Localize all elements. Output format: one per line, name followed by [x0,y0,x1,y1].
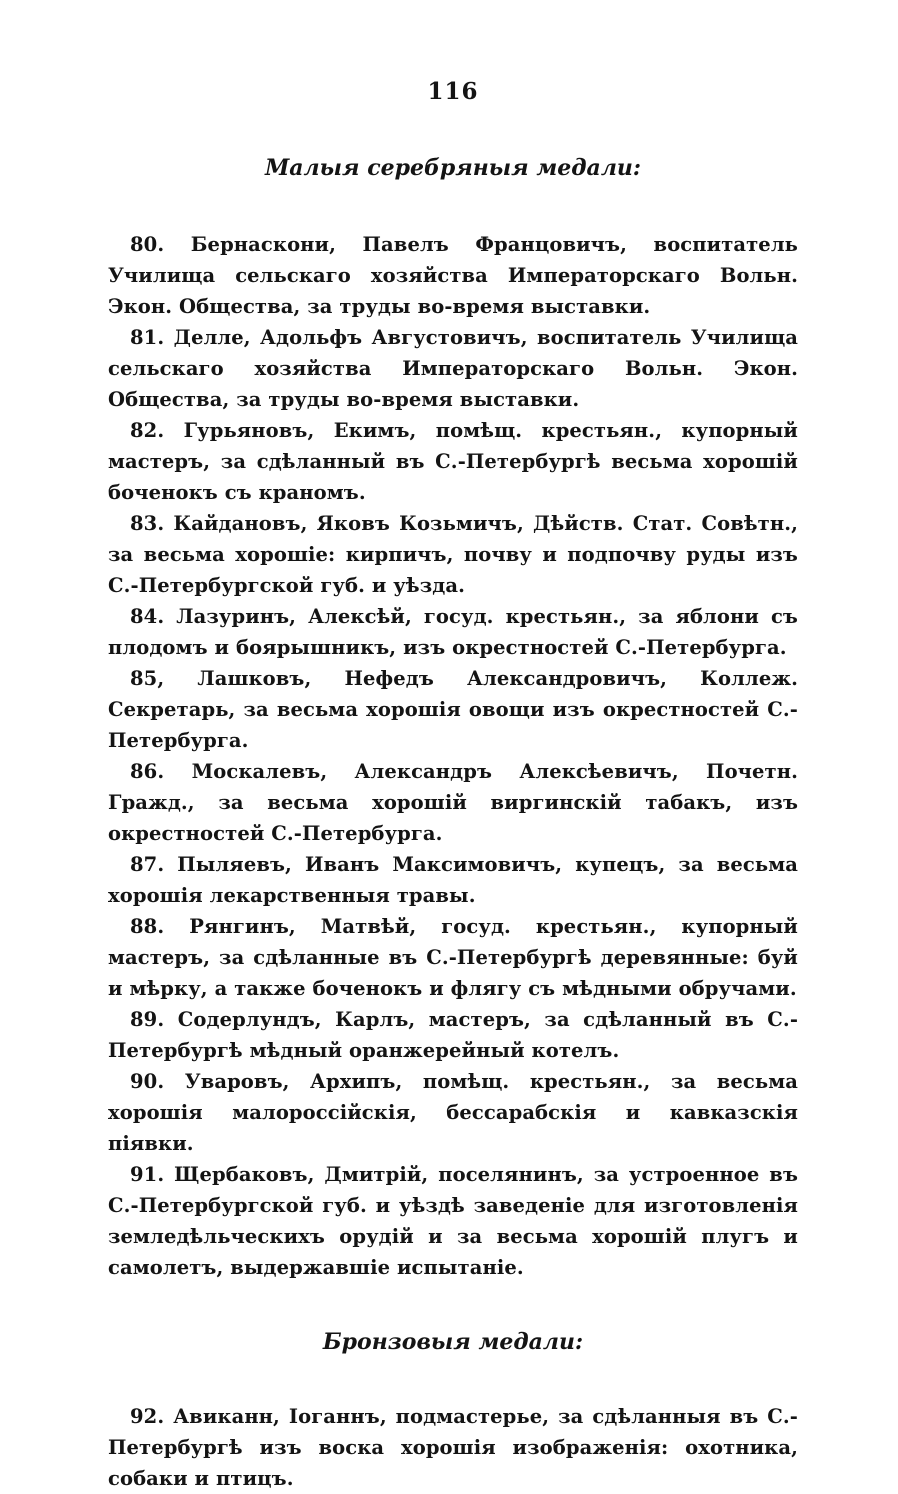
entry-text: Щербаковъ, Дмитрій, поселянинъ, за устроенное въ С.-Петербургской губ. и уѣздѣ заведеніе для изготовленія земледѣльческихъ орудій и за весьма хорошій плугъ и самолетъ, выдержавшіе испытаніе. [108,1163,798,1279]
entry-text: Авиканн, Іоганнъ, подмастерье, за сдѣланныя въ С.-Петербургѣ изъ воска хорошія изображенія: охотника, собаки и птицъ. [108,1405,799,1490]
award-entry-85 [108,663,798,756]
entry-text: Рянгинъ, Матвѣй, госуд. крестьян., купорный мастеръ, за сдѣланные въ С.-Петербургѣ деревянные: буй и мѣрку, а также боченокъ и флягу съ мѣдными обручами. [108,915,798,1000]
entry-number: 82. [130,419,165,442]
award-entry-86 [108,756,798,849]
award-entry-89 [108,1004,798,1066]
silver-medals-list [108,229,798,1283]
award-entry-83 [108,508,798,601]
entry-text: Делле, Адольфъ Августовичъ, воспитатель Училища сельскаго хозяйства Императорскаго Вольн. Экон. Общества, за труды во-время выставки. [108,326,799,411]
entry-number: 89. [130,1008,165,1031]
page-number: 116 [427,78,479,105]
entry-text: Пыляевъ, Иванъ Максимовичъ, купецъ, за весьма хорошія лекарственныя травы. [108,853,798,907]
entry-number: 84. [130,605,165,628]
award-entry-80 [108,229,798,322]
award-entry-81 [108,322,798,415]
bronze-medals-list [108,1401,798,1494]
section-heading-silver-medals: Малыя серебряныя медали: [264,155,642,181]
entry-number: 81. [130,326,165,349]
entry-text: Лашковъ, Нефедъ Александровичъ, Коллеж. Секретарь, за весьма хорошія овощи изъ окрестностей С.-Петербурга. [108,667,799,752]
entry-number: 92. [130,1405,165,1428]
entry-text: Бернаскони, Павелъ Францовичъ, воспитатель Училища сельскаго хозяйства Императорскаго Вольн. Экон. Общества, за труды во-время выставки. [108,233,798,318]
entry-number: 87. [130,853,165,876]
award-entry-84 [108,601,798,663]
award-entry-92 [108,1401,798,1494]
section-heading-bronze-medals: Бронзовыя медали: [322,1329,584,1355]
entry-text: Москалевъ, Александръ Алексѣевичъ, Почетн. Гражд., за весьма хорошій виргинскій табакъ, изъ окрестностей С.-Петербурга. [108,760,799,845]
entry-number: 86. [130,760,165,783]
award-entry-87 [108,849,798,911]
entry-number: 91. [130,1163,165,1186]
document-page [108,78,799,1490]
award-entry-90 [108,1066,798,1159]
entry-number: 85, [130,667,165,690]
entry-number: 90. [130,1070,165,1093]
entry-number: 83. [130,512,165,535]
entry-text: Лазуринъ, Алексѣй, госуд. крестьян., за яблони съ плодомъ и боярышникъ, изъ окрестностей С.-Петербурга. [108,605,798,659]
award-entry-88 [108,911,798,1004]
entry-text: Гурьяновъ, Екимъ, помѣщ. крестьян., купорный мастеръ, за сдѣланный въ С.-Петербургѣ весьма хорошій боченокъ съ краномъ. [108,419,798,504]
entry-text: Уваровъ, Архипъ, помѣщ. крестьян., за весьма хорошія малороссійскія, бессарабскія и кавказскія піявки. [108,1070,798,1155]
award-entry-82 [108,415,798,508]
entry-number: 88. [130,915,165,938]
entry-text: Кайдановъ, Яковъ Козьмичъ, Дѣйств. Стат. Совѣтн., за весьма хорошіе: кирпичъ, почву и подпочву руды изъ С.-Петербургской губ. и уѣзда. [108,512,799,597]
entry-number: 80. [130,233,165,256]
entry-text: Содерлундъ, Карлъ, мастеръ, за сдѣланный въ С.-Петербургѣ мѣдный оранжерейный котелъ. [108,1008,799,1062]
award-entry-91 [108,1159,798,1283]
